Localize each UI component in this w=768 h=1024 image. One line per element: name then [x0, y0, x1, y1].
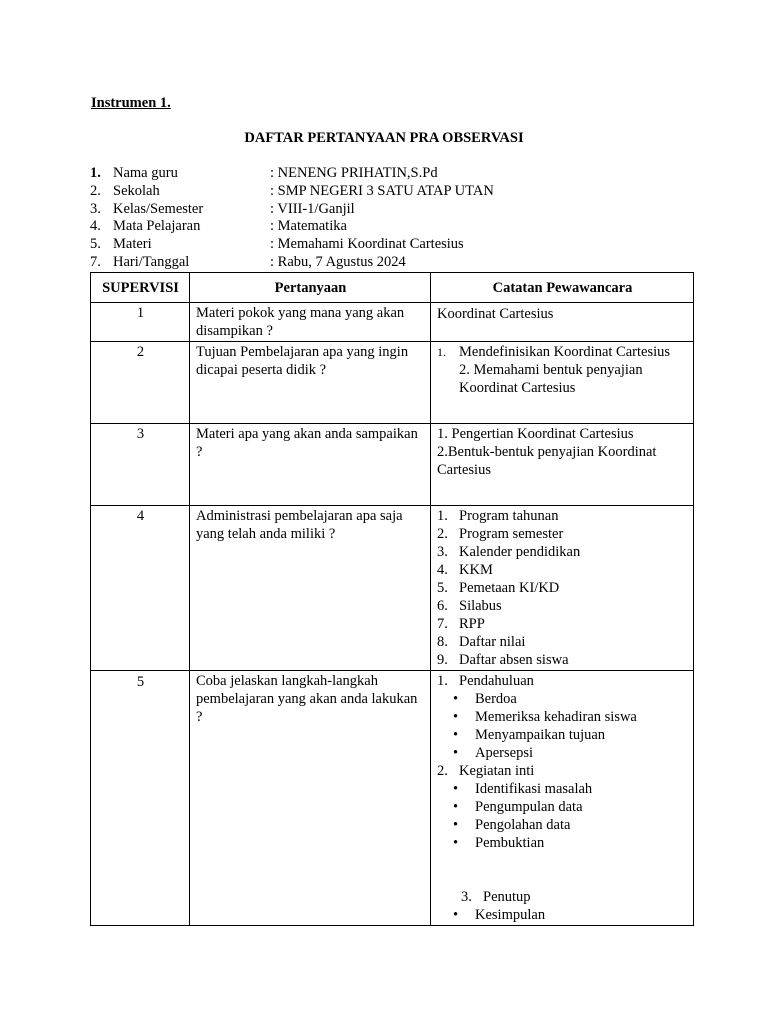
list-item: • Pengumpulan data: [453, 799, 583, 815]
table-row: [91, 671, 694, 926]
steps-section-1-items: [437, 690, 688, 762]
administration-list: [437, 507, 688, 669]
info-row-date: [90, 253, 690, 271]
list-item: 5. Pemetaan KI/KD: [437, 580, 560, 596]
list-item: • Apersepsi: [453, 745, 533, 761]
list-item: 3. Kalender pendidikan: [437, 544, 581, 560]
list-item: 1. Program tahunan: [437, 508, 559, 524]
row-number: 4: [91, 506, 190, 671]
list-item: • Pembuktian: [453, 835, 545, 851]
table-row: [91, 342, 694, 424]
info-row-teacher: [90, 164, 690, 182]
row-number: 5: [91, 671, 190, 926]
steps-section-2: [437, 762, 688, 780]
info-label: Materi: [113, 236, 152, 253]
steps-section-3-items: [437, 906, 688, 924]
question-cell: Materi apa yang akan anda sampaikan ?: [190, 424, 431, 506]
info-value: : VIII-1/Ganjil: [270, 200, 355, 217]
spacer: [437, 852, 688, 888]
info-number: 2.: [90, 182, 101, 199]
info-number: 5.: [90, 236, 101, 253]
list-item: • Identifikasi masalah: [453, 781, 593, 797]
section-heading: 1. Pendahuluan: [437, 673, 534, 689]
list-item: • Pengolahan data: [453, 817, 571, 833]
document-heading: Instrumen 1.: [91, 95, 171, 111]
list-item: 6. Silabus: [437, 598, 502, 614]
header-pertanyaan: Pertanyaan: [190, 273, 431, 303]
table-header-row: [91, 273, 694, 303]
list-item: 4. KKM: [437, 562, 493, 578]
info-label: Nama guru: [113, 165, 178, 181]
info-label: Kelas/Semester: [113, 200, 204, 217]
document-title: DAFTAR PERTANYAAN PRA OBSERVASI: [244, 130, 524, 146]
identity-list: [90, 164, 690, 271]
note-cell: [431, 342, 694, 424]
note-line: 2.Bentuk-bentuk penyajian Koordinat Cartesius: [437, 444, 657, 478]
info-row-material: [90, 235, 690, 253]
row-number: 1: [91, 303, 190, 342]
note-cell: [431, 424, 694, 506]
info-row-subject: [90, 217, 690, 235]
info-number: 4.: [90, 218, 101, 235]
steps-section-2-items: [437, 780, 688, 852]
list-item: • Kesimpulan: [453, 907, 546, 923]
info-value: : Rabu, 7 Agustus 2024: [270, 253, 406, 270]
info-value: : SMP NEGERI 3 SATU ATAP UTAN: [270, 182, 494, 199]
note-cell: Koordinat Cartesius: [431, 303, 694, 342]
info-label: Sekolah: [113, 182, 160, 199]
note-item: [437, 343, 688, 361]
question-cell: Coba jelaskan langkah-langkah pembelajaran yang akan anda lakukan ?: [190, 671, 431, 926]
note-cell: [431, 671, 694, 926]
row-number: 3: [91, 424, 190, 506]
question-cell: Materi pokok yang mana yang akan disampikan ?: [190, 303, 431, 342]
list-item: • Menyampaikan tujuan: [453, 727, 606, 743]
list-item: 9. Daftar absen siswa: [437, 652, 569, 668]
row-number: 2: [91, 342, 190, 424]
list-item: • Berdoa: [453, 691, 517, 707]
section-heading: 3. Penutup: [461, 889, 531, 905]
question-cell: Tujuan Pembelajaran apa yang ingin dicapai peserta didik ?: [190, 342, 431, 424]
note-cell: [431, 506, 694, 671]
list-item: 7. RPP: [437, 616, 485, 632]
note-item-text: Mendefinisikan Koordinat Cartesius: [459, 344, 671, 360]
note-item-number: 1.: [437, 345, 446, 359]
list-item: 2. Program semester: [437, 526, 564, 542]
info-label: Mata Pelajaran: [113, 218, 201, 235]
question-cell: Administrasi pembelajaran apa saja yang telah anda miliki ?: [190, 506, 431, 671]
supervision-table: [90, 272, 694, 926]
list-item: • Memeriksa kehadiran siswa: [453, 709, 637, 725]
info-number: 1.: [90, 165, 101, 181]
info-row-class: [90, 200, 690, 218]
list-item: 8. Daftar nilai: [437, 634, 526, 650]
note-item: 2. Memahami bentuk penyajian Koordinat Cartesius: [459, 362, 643, 396]
table-row: [91, 424, 694, 506]
info-number: 3.: [90, 200, 101, 217]
note-line: 1. Pengertian Koordinat Cartesius: [437, 426, 634, 442]
section-heading: 2. Kegiatan inti: [437, 763, 535, 779]
info-number: 7.: [90, 253, 101, 270]
info-value: : Matematika: [270, 218, 347, 235]
info-label: Hari/Tanggal: [113, 253, 190, 270]
info-value: : NENENG PRIHATIN,S.Pd: [270, 165, 438, 181]
info-value: : Memahami Koordinat Cartesius: [270, 236, 464, 253]
header-supervisi: SUPERVISI: [91, 273, 190, 303]
table-row: [91, 303, 694, 342]
header-catatan: Catatan Pewawancara: [431, 273, 694, 303]
steps-section-1: [437, 672, 688, 690]
table-row: [91, 506, 694, 671]
info-row-school: [90, 182, 690, 200]
